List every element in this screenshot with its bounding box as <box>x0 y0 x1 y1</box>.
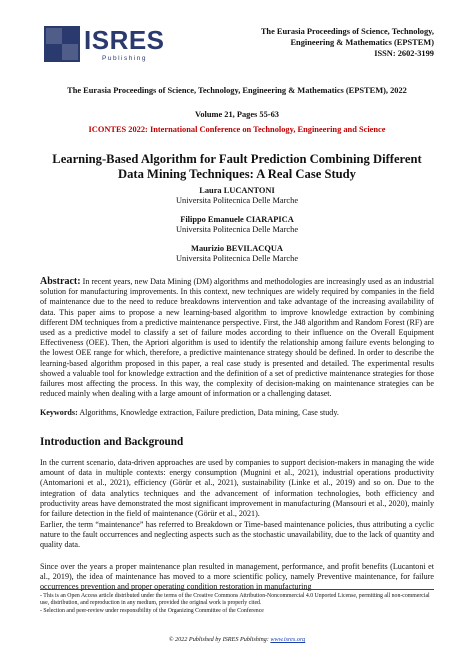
journal-name-line2: Engineering & Mathematics (EPSTEM) <box>290 38 434 47</box>
author-affiliation: Universita Politecnica Delle Marche <box>175 254 299 263</box>
abstract-label: Abstract: <box>40 276 81 287</box>
body-paragraph: In the current scenario, data-driven approaches are used by companies to support decision-makers in managing the wide amount of data in multiple contexts: energy consumption (Mugnini et al., 2021), industrial operations productivity (Antomarioni et al., 2021), efficiency (Görür et al., 2021), sustainability (Linke et al., 2019) and so on. Due to the integration of data analytics techniques and the advancement of information technologies, both efficiency and productivity areas have demonstrated the most significant improvement in manufacturing (Mansouri et al., 2020), mainly for failure detection in the field of maintenance (Görür et al., 2021). <box>40 458 434 519</box>
isres-logo <box>44 25 165 66</box>
author-affiliation: Universita Politecnica Delle Marche <box>175 196 299 205</box>
volume-pages: Volume 21, Pages 55-63 <box>195 110 279 119</box>
logo-subtitle: Publishing <box>102 55 147 62</box>
journal-issn: ISSN: 2602-3199 <box>374 49 434 58</box>
footer-text: © 2022 Published by ISRES Publishing: <box>168 636 271 643</box>
logo-mark <box>44 26 80 62</box>
author-name: Maurizio BEVILACQUA <box>191 244 283 253</box>
body-paragraph: Since over the years a proper maintenance plan resulted in management, performance, and profit benefits (Lucantoni et al., 2019), the idea of maintenance has moved to a more scientific policy, namely Preventive maintenance, for failure occurrences prevention and proper operating condition restoration in manufacturing <box>40 562 434 592</box>
author-block <box>40 215 434 235</box>
footnotes <box>40 589 434 615</box>
conference-name: ICONTES 2022: International Conference on Technology, Engineering and Science <box>88 125 386 134</box>
journal-name-line1: The Eurasia Proceedings of Science, Technology, <box>260 27 434 36</box>
journal-header <box>234 26 434 59</box>
author-block <box>40 186 434 206</box>
keywords-label: Keywords: <box>40 408 78 417</box>
footnote-review: - Selection and peer-review under responsibility of the Organizing Committee of the Conference <box>40 607 264 614</box>
proceedings-title: The Eurasia Proceedings of Science, Technology, Engineering & Mathematics (EPSTEM), 2022 <box>67 86 407 95</box>
abstract <box>40 277 434 399</box>
logo-title: ISRES <box>84 25 165 55</box>
paper-title: Learning-Based Algorithm for Fault Prediction Combining Different Data Mining Techniques: A Real Case Study <box>52 152 422 181</box>
author-name: Laura LUCANTONI <box>199 186 275 195</box>
footer-link[interactable]: www.isres.org <box>270 636 306 643</box>
author-name: Filippo Emanuele CIARAPICA <box>180 215 294 224</box>
section-heading: Introduction and Background <box>40 436 184 448</box>
keywords-text: Algorithms, Knowledge extraction, Failure prediction, Data mining, Case study. <box>77 408 339 417</box>
footnote-license: - This is an Open Access article distributed under the terms of the Creative Commons Attribution-Noncommercial 4.0 Unported License, permitting all non-commercial use, distribution, and reproduction in any medium, provided the original work is properly cited. <box>40 593 430 607</box>
body-paragraph: Earlier, the term “maintenance” has referred to Breakdown or Time-based maintenance policies, thus attributing a cyclic nature to the fault occurrences and neglecting aspects such as the stochastic unavailability, due to the lack of quantity and quality data. <box>40 520 434 550</box>
author-block <box>40 244 434 264</box>
keywords <box>40 408 434 418</box>
abstract-text: In recent years, new Data Mining (DM) algorithms and methodologies are increasingly used as an industrial solution for manufacturing improvements. In this context, new techniques are widely required by companies in the field of maintenance due to the need to reduce breakdowns intervention and take advantage of the increasing availability of data. This paper aims to propose a new learning-based algorithm to improve knowledge extraction by combining different DM techniques from a predictive maintenance perspective. First, the J48 algorithm and Random Forest (RF) are used as a predictive model to classify a set of failure modes according to their influence on the Overall Equipment Effectiveness (OEE). Then, the Apriori algorithm is used to identify the relationship among failure events belonging to the lowest OEE range for which, therefore, a predictive maintenance strategy should be defined. In order to describe the learning-based algorithm proposed in this paper, a real case study is presented and detailed. The experimental results showed a valuable tool for knowledge extraction and the definition of a set of predictive maintenance strategies for those failures most affecting the process. In this way, the complexity of decision-making on maintenance strategies can be reduced mainly when dealing with a large amount of information or a challenging dataset. <box>40 277 434 399</box>
page-footer <box>40 636 434 643</box>
author-affiliation: Universita Politecnica Delle Marche <box>175 225 299 234</box>
